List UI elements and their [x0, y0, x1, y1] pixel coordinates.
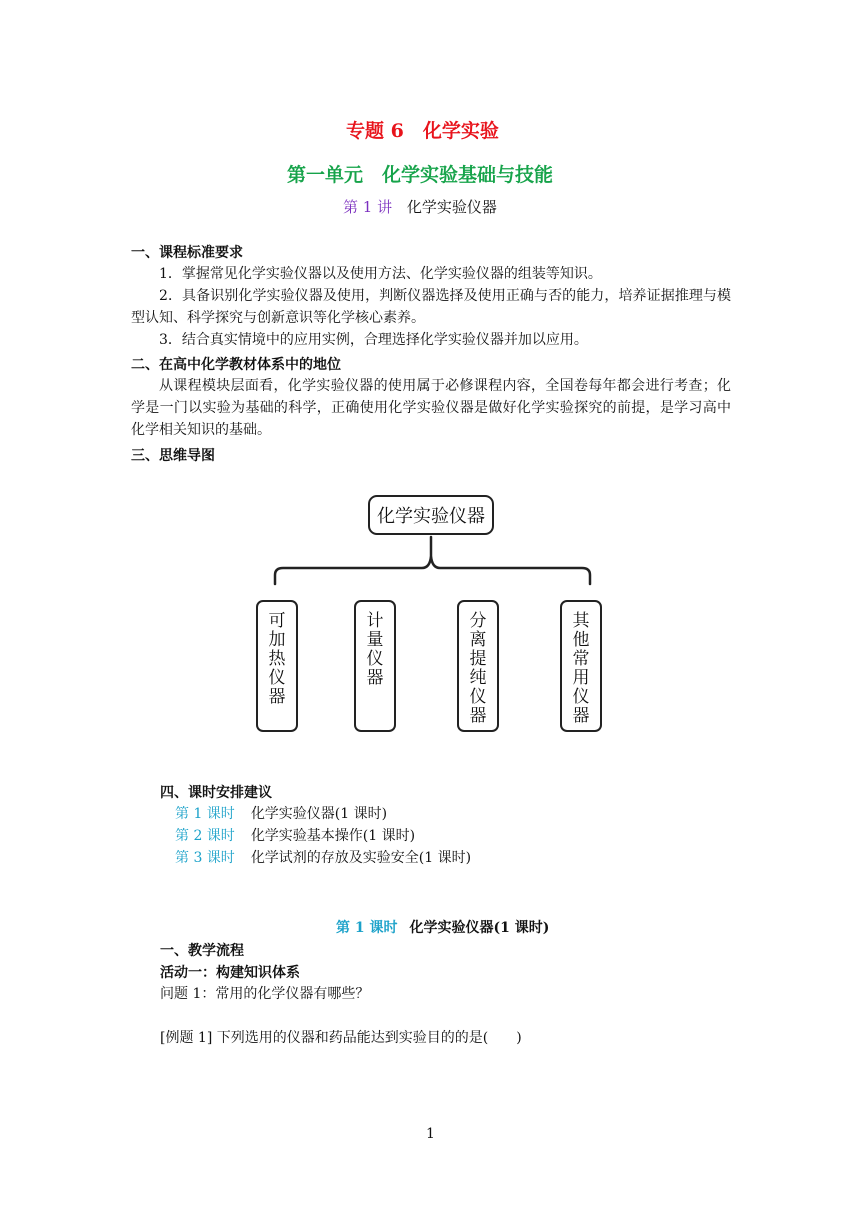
- lecture-title: [343, 196, 497, 217]
- activity-heading: 活动一：构建知识体系: [160, 965, 300, 981]
- question-1: 问题 1：常用的化学仪器有哪些？: [160, 986, 370, 1002]
- lecture-name: 化学实验仪器: [406, 198, 497, 216]
- mindmap-root-node: 化学实验仪器: [368, 495, 494, 535]
- section-heading-schedule: 四、课时安排建议: [160, 785, 272, 801]
- standards-item-2: 2．具备识别化学实验仪器及使用，判断仪器选择及使用正确与否的能力，培养证据推理与模型认知、科学探究与创新意识等化学核心素养。: [131, 288, 731, 326]
- lecture-number: 第 1 讲: [343, 198, 393, 216]
- example-1: [例题 1] 下列选用的仪器和药品能达到实验目的的是( ): [160, 1030, 522, 1046]
- section-heading-standards: 一、课程标准要求: [131, 245, 243, 261]
- teaching-flow-heading: 一、教学流程: [160, 943, 244, 959]
- schedule-item-2: 第 2 课时 化学实验基本操作(1 课时): [175, 828, 416, 844]
- standards-item-3: 3．结合真实情境中的应用实例，合理选择化学实验仪器并加以应用。: [159, 332, 588, 348]
- section-heading-position: 二、在高中化学教材体系中的地位: [131, 357, 341, 373]
- topic-title: 专题 6 化学实验: [346, 120, 499, 142]
- standards-item-1: 1．掌握常见化学实验仪器以及使用方法、化学实验仪器的组装等知识。: [159, 266, 602, 282]
- schedule-item-1: 第 1 课时 化学实验仪器(1 课时): [175, 806, 388, 822]
- page-number: 1: [426, 1126, 435, 1142]
- mindmap-node-other: 其他常用仪器: [560, 600, 602, 732]
- schedule-item-3: 第 3 课时 化学试剂的存放及实验安全(1 课时): [175, 850, 472, 866]
- lesson1-title: 第 1 课时 化学实验仪器(1 课时): [336, 920, 550, 936]
- position-paragraph: 从课程模块层面看，化学实验仪器的使用属于必修课程内容，全国卷每年都会进行考查；化学是一门以实验为基础的科学，正确使用化学实验仪器是做好化学实验探究的前提，是学习高中化学相关知识的基础。: [131, 378, 731, 438]
- mindmap-node-measuring: 计量仪器: [354, 600, 396, 732]
- section-heading-mindmap: 三、思维导图: [131, 448, 215, 464]
- mindmap-node-heatable: 可加热仪器: [256, 600, 298, 732]
- mindmap-node-separation: 分离提纯仪器: [457, 600, 499, 732]
- unit-title: 第一单元 化学实验基础与技能: [287, 164, 554, 186]
